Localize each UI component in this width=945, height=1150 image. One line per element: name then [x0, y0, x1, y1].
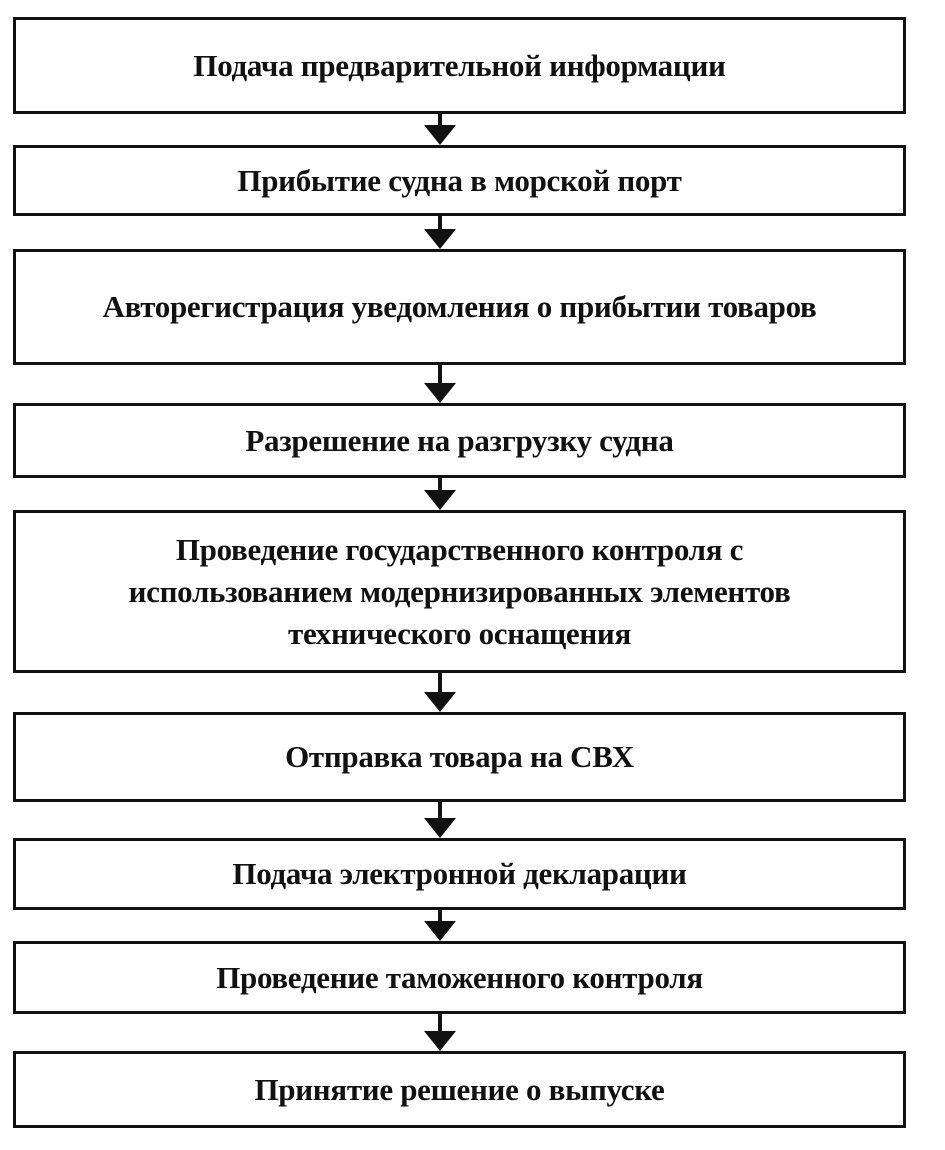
step-1-box — [13, 17, 906, 114]
step-8-label: Проведение таможенного контроля — [216, 959, 703, 995]
arrow-5-to-6 — [424, 673, 456, 712]
step-4-label: Разрешение на разгрузку судна — [245, 422, 674, 458]
arrow-2-to-3 — [424, 216, 456, 249]
step-5-box — [13, 510, 906, 673]
step-7-box — [13, 838, 906, 910]
arrow-down-icon — [424, 383, 456, 403]
arrow-7-to-8 — [424, 910, 456, 941]
step-2-label: Прибытие судна в морской порт — [237, 162, 682, 198]
step-5-label: Проведение государственного контроля с использованием модернизированных элементов технического оснащения — [128, 531, 791, 651]
arrow-down-icon — [424, 921, 456, 941]
step-1-label: Подача предварительной информации — [193, 47, 726, 83]
arrow-down-icon — [424, 818, 456, 838]
step-6-box — [13, 712, 906, 802]
arrow-down-icon — [424, 1031, 456, 1051]
step-3-label: Авторегистрация уведомления о прибытии товаров — [102, 289, 817, 324]
arrow-down-icon — [424, 125, 456, 145]
step-4-box — [13, 403, 906, 478]
arrow-1-to-2 — [424, 114, 456, 145]
step-9-label: Принятие решение о выпуске — [254, 1071, 665, 1107]
arrow-8-to-9 — [424, 1014, 456, 1051]
arrow-3-to-4 — [424, 365, 456, 403]
step-8-box — [13, 941, 906, 1014]
arrow-down-icon — [424, 490, 456, 510]
step-9-box — [13, 1051, 906, 1128]
step-2-box — [13, 145, 906, 216]
step-6-label: Отправка товара на СВХ — [285, 739, 634, 774]
step-3-box — [13, 249, 906, 365]
arrow-down-icon — [424, 229, 456, 249]
arrow-4-to-5 — [424, 478, 456, 510]
step-7-label: Подача электронной декларации — [232, 856, 687, 891]
arrow-down-icon — [424, 692, 456, 712]
arrow-6-to-7 — [424, 802, 456, 838]
